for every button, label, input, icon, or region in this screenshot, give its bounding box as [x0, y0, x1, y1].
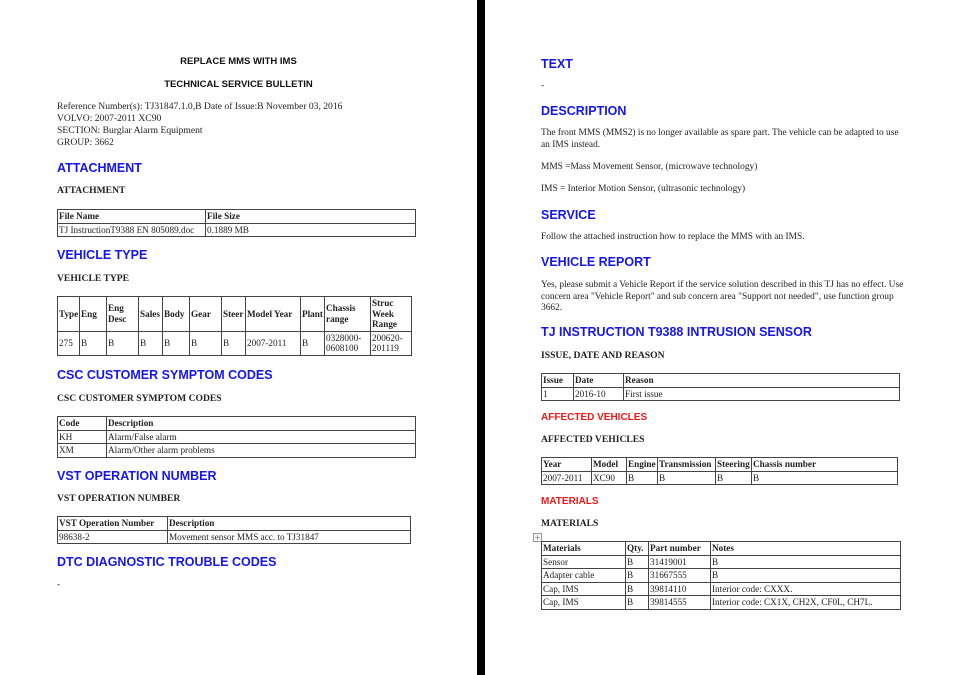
vst-heading: VST OPERATION NUMBER	[57, 469, 217, 483]
table-cell: 31419001	[649, 555, 711, 569]
affected-vehicles-subheading: AFFECTED VEHICLES	[541, 434, 645, 445]
table-cell: XC90	[592, 471, 627, 485]
column-header: Plant	[301, 297, 325, 332]
column-header: Type	[58, 297, 80, 332]
column-header: File Name	[58, 210, 206, 224]
description-heading: DESCRIPTION	[541, 104, 627, 118]
table-row	[542, 555, 901, 569]
description-ims: IMS = Interior Motion Sensor, (ultrasonic technology)	[541, 184, 746, 194]
table-cell: B	[711, 555, 901, 569]
table-row	[542, 596, 901, 610]
vehicle-type-table	[57, 296, 412, 356]
csc-subheading: CSC CUSTOMER SYMPTOM CODES	[57, 393, 222, 404]
table-cell: Movement sensor MMS acc. to TJ31847	[168, 530, 411, 544]
attachment-heading: ATTACHMENT	[57, 161, 142, 175]
table-row	[542, 569, 901, 583]
table-header-row	[542, 542, 901, 556]
materials-subheading: MATERIALS	[541, 518, 599, 529]
table-cell: 39814555	[649, 596, 711, 610]
table-cell: B	[626, 582, 649, 596]
column-header: Part number	[649, 542, 711, 556]
meta-group: GROUP: 3662	[57, 137, 114, 148]
table-cell: 0.1889 MB	[206, 223, 416, 237]
affected-vehicles-table	[541, 457, 898, 485]
table-cell: 2007-2011	[246, 331, 301, 355]
table-cell: Interior code: CX1X, CH2X, CF0L, CH7L.	[711, 596, 901, 610]
table-row	[58, 331, 412, 355]
table-header-row	[542, 374, 900, 388]
description-mms: MMS =Mass Movement Sensor, (microwave technology)	[541, 162, 758, 172]
column-header: Chassis number	[752, 458, 898, 472]
meta-reference: Reference Number(s): TJ31847.1.0,B Date of Issue:B November 03, 2016	[57, 101, 343, 112]
table-cell: B	[626, 596, 649, 610]
column-header: Struc Week Range	[371, 297, 412, 332]
table-cell: Interior code: CXXX.	[711, 582, 901, 596]
table-cell: B	[627, 471, 658, 485]
table-cell: B	[626, 555, 649, 569]
vst-subheading: VST OPERATION NUMBER	[57, 493, 181, 504]
column-header: Eng Desc	[107, 297, 139, 332]
tj-instruction-heading: TJ INSTRUCTION T9388 INTRUSION SENSOR	[541, 325, 812, 339]
table-row	[58, 223, 416, 237]
plus-square-icon[interactable]: +	[534, 533, 541, 542]
column-header: Chassis range	[325, 297, 371, 332]
table-cell: B	[626, 569, 649, 583]
table-cell: B	[222, 331, 246, 355]
vehicle-report-text: Yes, please submit a Vehicle Report if the service solution described in this TJ has no effect. Use concern area "Vehicle Report" and sub concern area "Support not needed", use function group 3662.	[541, 280, 904, 314]
table-cell: TJ InstructionT9388 EN 805089.doc	[58, 223, 206, 237]
csc-heading: CSC CUSTOMER SYMPTOM CODES	[57, 368, 273, 382]
vehicle-type-subheading: VEHICLE TYPE	[57, 273, 130, 284]
table-cell: KH	[58, 430, 107, 444]
service-heading: SERVICE	[541, 208, 596, 222]
table-cell: Adapter cable	[542, 569, 626, 583]
text-content: -	[541, 81, 545, 91]
table-cell: Cap, IMS	[542, 596, 626, 610]
column-header: Date	[574, 374, 624, 388]
table-cell: B	[658, 471, 716, 485]
table-row	[542, 582, 901, 596]
table-cell: B	[190, 331, 222, 355]
column-header: Description	[168, 517, 411, 531]
dtc-text: -	[57, 580, 61, 590]
table-cell: 0328000-0608100	[325, 331, 371, 355]
table-header-row	[58, 297, 412, 332]
column-header: Body	[163, 297, 190, 332]
attachment-subheading: ATTACHMENT	[57, 185, 126, 196]
column-header: Materials	[542, 542, 626, 556]
table-cell: 98638-2	[58, 530, 168, 544]
table-cell: 275	[58, 331, 80, 355]
column-header: Sales	[139, 297, 163, 332]
text-heading: TEXT	[541, 57, 573, 71]
column-header: Qty.	[626, 542, 649, 556]
table-header-row	[58, 210, 416, 224]
attachment-table	[57, 209, 416, 237]
table-cell: Alarm/Other alarm problems	[107, 444, 416, 458]
page-divider	[477, 0, 485, 675]
table-cell: 1	[542, 387, 574, 401]
table-row	[58, 430, 416, 444]
column-header: Year	[542, 458, 592, 472]
table-header-row	[58, 517, 411, 531]
table-cell: Alarm/False alarm	[107, 430, 416, 444]
description-paragraph: The front MMS (MMS2) is no longer available as spare part. The vehicle can be adapted to use an IMS instead.	[541, 128, 899, 150]
table-cell: B	[163, 331, 190, 355]
table-cell: Cap, IMS	[542, 582, 626, 596]
table-cell: 200620-201119	[371, 331, 412, 355]
column-header: Issue	[542, 374, 574, 388]
column-header: Engine	[628, 459, 656, 469]
column-header: Gear	[190, 297, 222, 332]
table-cell: 2016-10	[574, 387, 624, 401]
vehicle-type-heading: VEHICLE TYPE	[57, 248, 148, 262]
column-header: VST Operation Number	[58, 517, 168, 531]
column-header: Model	[592, 458, 627, 472]
issue-table	[541, 373, 900, 401]
document-subtitle: TECHNICAL SERVICE BULLETIN	[164, 79, 313, 90]
table-cell: B	[716, 471, 752, 485]
materials-table	[541, 541, 901, 610]
column-header: Model Year	[246, 297, 301, 332]
table-cell: B	[80, 331, 107, 355]
dtc-heading: DTC DIAGNOSTIC TROUBLE CODES	[57, 555, 277, 569]
column-header: Steer	[222, 297, 246, 332]
table-cell: XM	[58, 444, 107, 458]
service-text: Follow the attached instruction how to replace the MMS with an IMS.	[541, 232, 805, 242]
table-cell: 39814110	[649, 582, 711, 596]
meta-section: SECTION: Burglar Alarm Equipment	[57, 125, 203, 136]
vehicle-report-heading: VEHICLE REPORT	[541, 255, 651, 269]
table-cell: 31667555	[649, 569, 711, 583]
column-header: Notes	[711, 542, 901, 556]
table-row	[542, 387, 900, 401]
table-row	[58, 444, 416, 458]
left-page	[0, 0, 477, 675]
table-cell: B	[139, 331, 163, 355]
column-header: Eng	[80, 297, 107, 332]
table-cell: B	[107, 331, 139, 355]
table-row	[58, 530, 411, 544]
table-cell: B	[301, 331, 325, 355]
column-header: Reason	[624, 374, 900, 388]
csc-table	[57, 416, 416, 458]
column-header: Transmission	[658, 458, 716, 472]
column-header: Steering	[717, 459, 750, 469]
issue-subheading: ISSUE, DATE AND REASON	[541, 350, 665, 361]
table-header-row	[542, 458, 898, 472]
table-cell: First issue	[624, 387, 900, 401]
document-title: REPLACE MMS WITH IMS	[180, 56, 297, 67]
column-header: Code	[58, 417, 107, 431]
table-cell: 2007-2011	[542, 471, 592, 485]
table-cell: B	[752, 471, 898, 485]
table-header-row	[58, 417, 416, 431]
column-header: File Size	[206, 210, 416, 224]
affected-vehicles-heading: AFFECTED VEHICLES	[541, 412, 648, 423]
table-cell: Sensor	[542, 555, 626, 569]
meta-volvo: VOLVO: 2007-2011 XC90	[57, 113, 162, 124]
vst-table	[57, 516, 411, 544]
column-header: Description	[107, 417, 416, 431]
table-cell: B	[711, 569, 901, 583]
materials-heading: MATERIALS	[541, 496, 599, 507]
table-row	[542, 471, 898, 485]
